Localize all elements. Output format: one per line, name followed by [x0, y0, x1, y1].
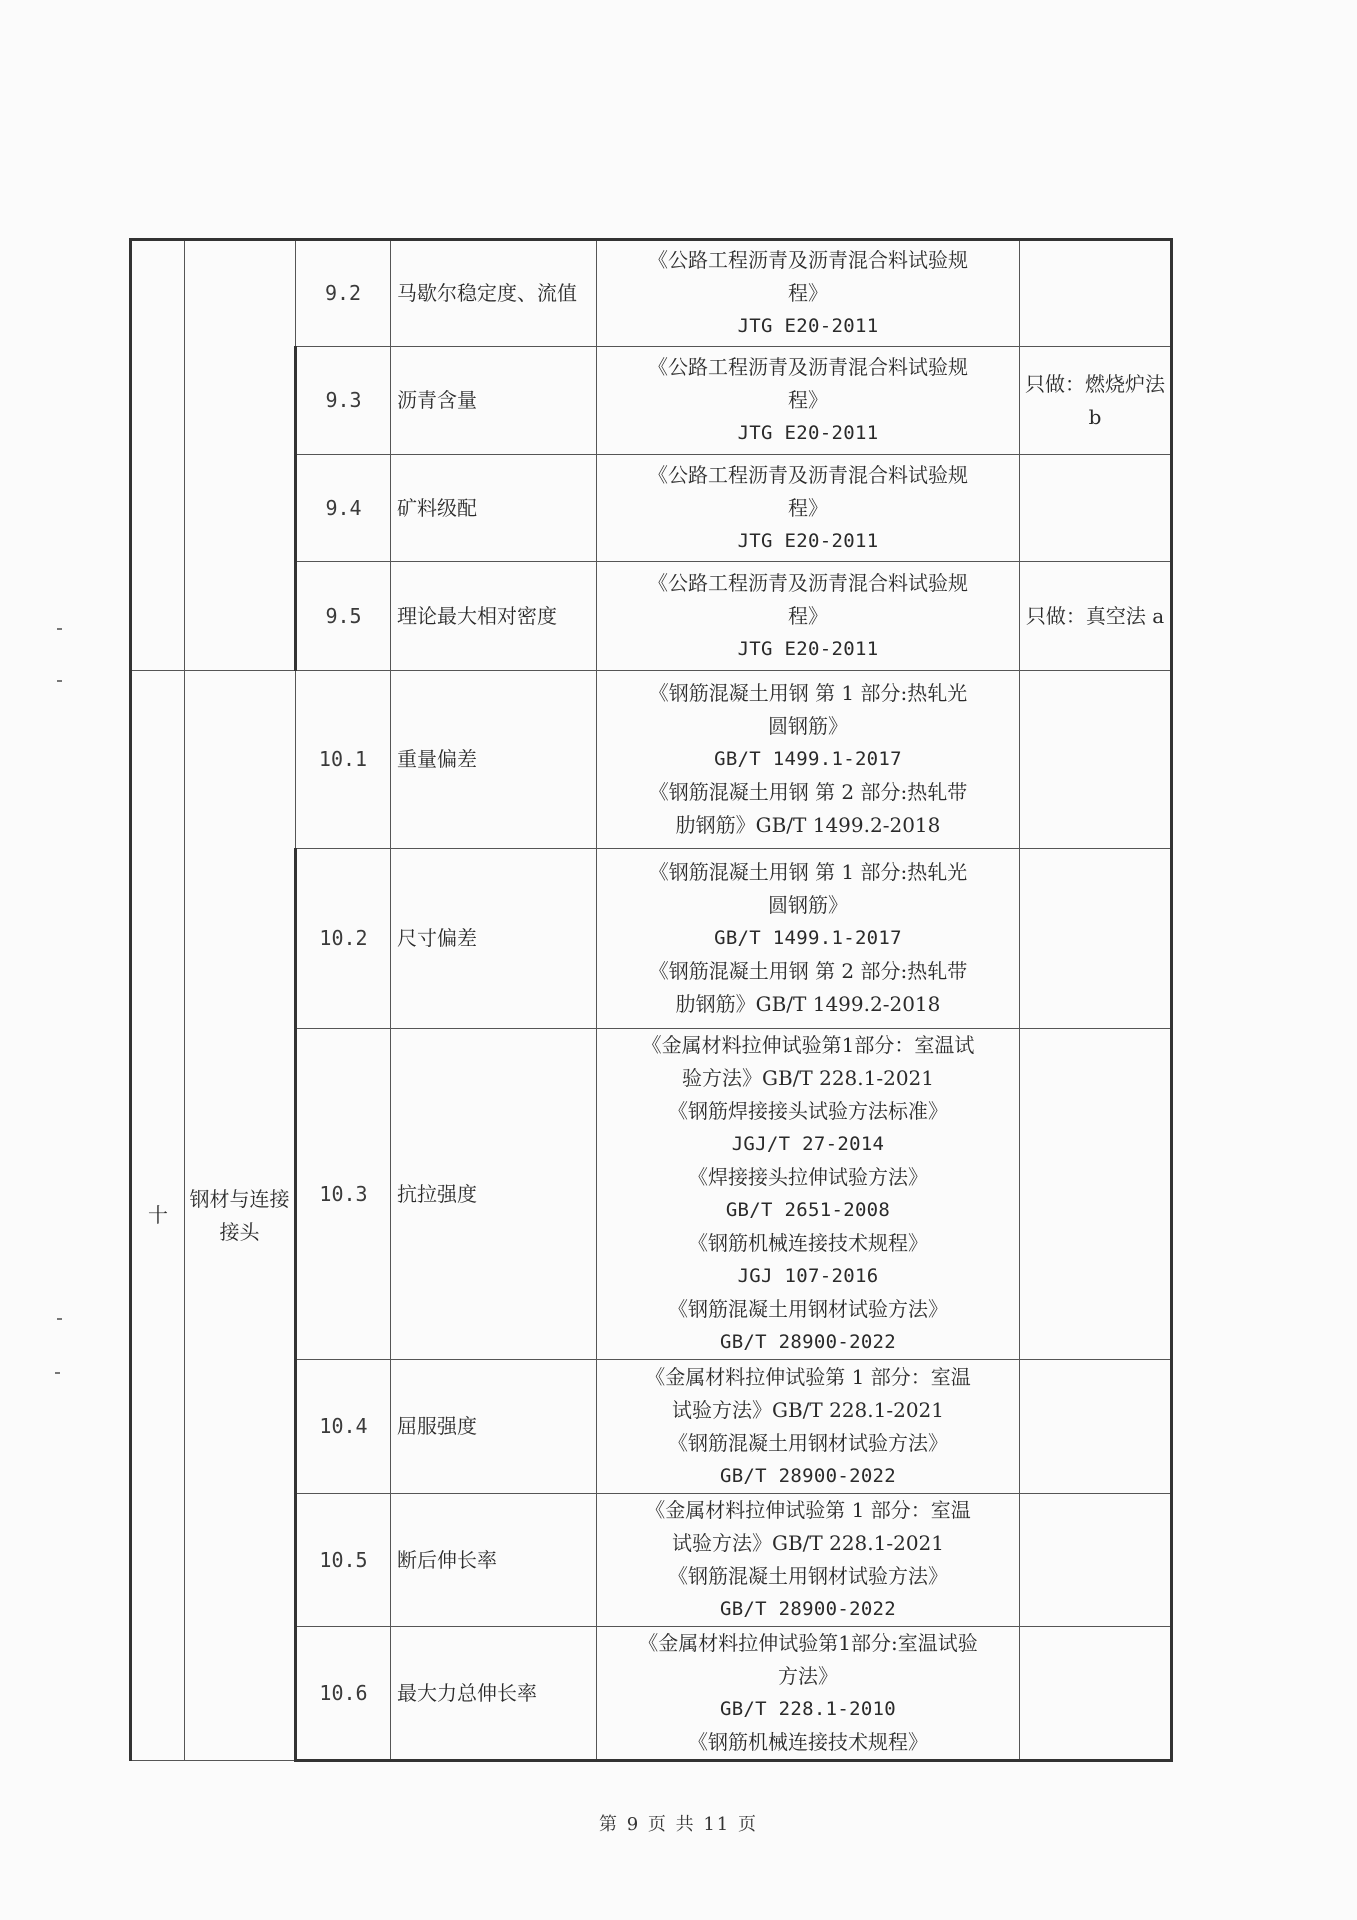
item-number: 9.4 — [296, 455, 391, 562]
item-number: 10.1 — [296, 671, 391, 849]
standard-line: 《金属材料拉伸试验第1部分:室温试验 — [638, 1631, 978, 1655]
note-cell — [1020, 1029, 1172, 1360]
standard-cell — [597, 347, 1020, 455]
standard-line: 圆钢筋》 — [768, 714, 848, 738]
standard-line: 方法》 — [778, 1664, 838, 1688]
note-cell — [1020, 671, 1172, 849]
parameter-name: 理论最大相对密度 — [391, 562, 597, 671]
scan-mark — [57, 628, 62, 630]
item-number: 10.4 — [296, 1360, 391, 1494]
standard-line: 试验方法》GB/T 228.1-2021 — [671, 1531, 945, 1555]
note-cell — [1020, 1360, 1172, 1494]
standard-cell — [597, 562, 1020, 671]
standard-line: 《钢筋混凝土用钢 第 1 部分:热轧光 — [648, 860, 968, 884]
parameter-name: 断后伸长率 — [391, 1494, 597, 1627]
standard-cell — [597, 240, 1020, 347]
standard-line: JTG E20-2011 — [737, 637, 879, 660]
standard-line: 程》 — [788, 495, 828, 520]
category-index-cell — [131, 240, 185, 671]
standard-line: 《钢筋机械连接技术规程》 — [688, 1730, 928, 1754]
scan-mark — [57, 680, 62, 682]
standard-line: 《钢筋混凝土用钢材试验方法》 — [668, 1430, 948, 1455]
scan-mark — [57, 1318, 62, 1320]
standard-line: 肋钢筋》GB/T 1499.2-2018 — [675, 813, 941, 837]
standard-line: 验方法》GB/T 228.1-2021 — [681, 1066, 935, 1090]
standard-line: JTG E20-2011 — [737, 422, 879, 444]
standard-line: GB/T 228.1-2010 — [719, 1698, 897, 1720]
note-cell — [1020, 240, 1172, 347]
standard-line: GB/T 28900-2022 — [719, 1464, 897, 1487]
standard-cell — [597, 849, 1020, 1029]
parameter-name: 屈服强度 — [391, 1360, 597, 1494]
item-number: 9.2 — [296, 240, 391, 347]
standard-line: 程》 — [788, 281, 828, 305]
standard-line: 程》 — [788, 603, 828, 628]
parameter-name: 尺寸偏差 — [391, 849, 597, 1029]
standard-line: JGJ/T 27-2014 — [731, 1133, 885, 1155]
table-row — [131, 240, 1172, 347]
standard-line: 《金属材料拉伸试验第 1 部分：室温 — [645, 1364, 971, 1389]
standard-cell — [597, 1029, 1020, 1360]
standard-line: JTG E20-2011 — [737, 529, 879, 552]
standard-line: 程》 — [788, 388, 828, 412]
parameter-name: 最大力总伸长率 — [391, 1627, 597, 1761]
standard-line: 《钢筋混凝土用钢材试验方法》 — [668, 1297, 948, 1321]
note-cell — [1020, 1494, 1172, 1627]
category-index: 十 — [131, 671, 185, 1761]
standard-line: 《金属材料拉伸试验第 1 部分：室温 — [645, 1498, 971, 1522]
standard-line: 圆钢筋》 — [768, 893, 848, 917]
item-number: 10.5 — [296, 1494, 391, 1627]
standard-line: GB/T 28900-2022 — [719, 1598, 897, 1620]
standard-line: 《钢筋机械连接技术规程》 — [688, 1231, 928, 1255]
standard-line: 《公路工程沥青及沥青混合料试验规 — [648, 248, 968, 272]
parameter-name: 重量偏差 — [391, 671, 597, 849]
note-cell: 只做：真空法 a — [1020, 562, 1172, 671]
parameter-name: 沥青含量 — [391, 347, 597, 455]
standard-line: 《钢筋混凝土用钢材试验方法》 — [668, 1564, 948, 1588]
standard-line: 《焊接接头拉伸试验方法》 — [688, 1165, 928, 1189]
category-name: 钢材与连接接头 — [185, 671, 296, 1761]
standard-line: 《钢筋混凝土用钢 第 2 部分:热轧带 — [648, 780, 968, 804]
standard-line: 试验方法》GB/T 228.1-2021 — [671, 1397, 945, 1422]
parameter-name: 马歇尔稳定度、流值 — [391, 240, 597, 347]
standard-cell — [597, 1627, 1020, 1761]
item-number: 9.3 — [296, 347, 391, 455]
standard-line: JGJ 107-2016 — [737, 1265, 879, 1287]
standard-line: 《公路工程沥青及沥青混合料试验规 — [648, 462, 968, 487]
standards-table — [129, 238, 1173, 1762]
standard-line: 《公路工程沥青及沥青混合料试验规 — [648, 355, 968, 379]
standard-cell — [597, 1360, 1020, 1494]
standard-line: JTG E20-2011 — [737, 315, 879, 337]
standard-line: 肋钢筋》GB/T 1499.2-2018 — [675, 992, 941, 1016]
note-cell — [1020, 849, 1172, 1029]
standard-cell — [597, 1494, 1020, 1627]
standard-cell — [597, 671, 1020, 849]
parameter-name: 抗拉强度 — [391, 1029, 597, 1360]
parameter-name: 矿料级配 — [391, 455, 597, 562]
note-cell — [1020, 455, 1172, 562]
standard-line: GB/T 28900-2022 — [719, 1331, 897, 1353]
item-number: 10.2 — [296, 849, 391, 1029]
standard-line: GB/T 2651-2008 — [725, 1199, 891, 1221]
standard-cell — [597, 455, 1020, 562]
standard-line: 《钢筋焊接接头试验方法标准》 — [668, 1099, 948, 1123]
standard-line: 《钢筋混凝土用钢 第 1 部分:热轧光 — [648, 681, 968, 705]
category-name-cell — [185, 240, 296, 671]
item-number: 9.5 — [296, 562, 391, 671]
standard-line: 《金属材料拉伸试验第1部分：室温试 — [641, 1033, 975, 1057]
item-number: 10.6 — [296, 1627, 391, 1761]
page-footer: 第 9 页 共 11 页 — [599, 1814, 758, 1835]
standard-line: 《公路工程沥青及沥青混合料试验规 — [648, 570, 968, 595]
item-number: 10.3 — [296, 1029, 391, 1360]
note-cell — [1020, 1627, 1172, 1761]
standard-line: GB/T 1499.1-2017 — [714, 927, 902, 949]
scan-mark — [55, 1372, 60, 1374]
table-row — [131, 671, 1172, 849]
note-cell: 只做：燃烧炉法 b — [1020, 347, 1172, 455]
standard-line: 《钢筋混凝土用钢 第 2 部分:热轧带 — [648, 959, 968, 983]
standard-line: GB/T 1499.1-2017 — [714, 748, 902, 770]
